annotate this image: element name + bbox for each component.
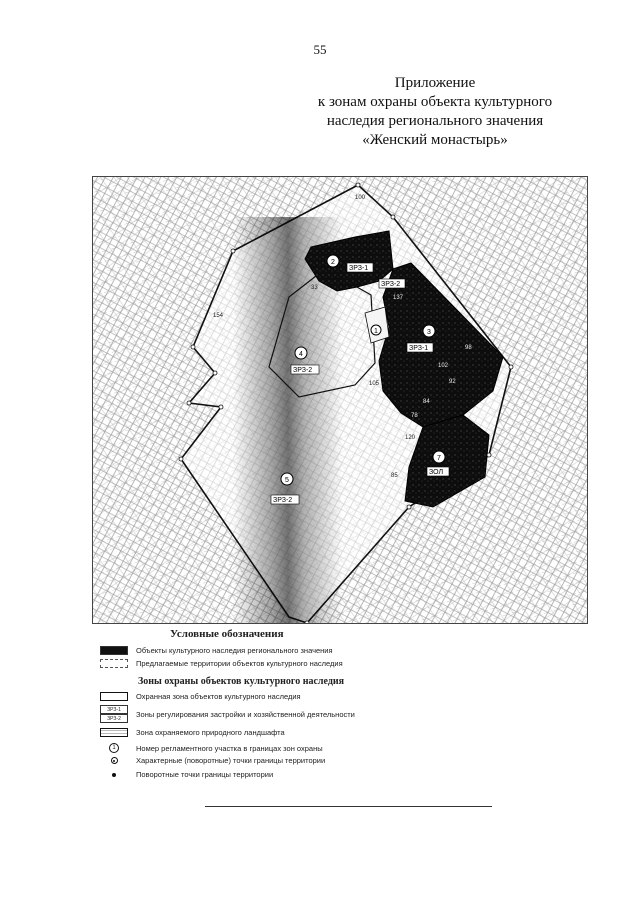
- point-label: 102: [438, 363, 449, 369]
- point-label: 137: [393, 295, 404, 301]
- footer-divider: [205, 806, 492, 807]
- page-number: 55: [313, 42, 327, 57]
- svg-text:ЗОЛ: ЗОЛ: [429, 469, 444, 476]
- legend-label: Зоны регулирования застройки и хозяйственной деятельности: [136, 709, 355, 719]
- point-label: 154: [213, 313, 224, 319]
- legend-label: Объекты культурного наследия регионального значения: [136, 646, 333, 655]
- legend-item-protection-zone: [100, 692, 301, 701]
- title-line-4: «Женский монастырь»: [362, 132, 508, 148]
- title-line-3: наследия регионального значения: [326, 113, 544, 129]
- point-label: 84: [423, 399, 430, 405]
- svg-text:2: 2: [331, 259, 335, 266]
- svg-text:4: 4: [299, 351, 303, 358]
- zrz2-code: ЗРЗ-2: [100, 714, 128, 723]
- point-label: 92: [449, 379, 456, 385]
- legend-title: Условные обозначения: [170, 628, 284, 640]
- legend-item-turning-points: [100, 770, 273, 779]
- title-line-2: к зонам охраны объекта культурного: [317, 94, 553, 110]
- legend-label: Поворотные точки границы территории: [136, 770, 274, 779]
- turning-point-icon: [112, 773, 116, 777]
- legend-item-proposed-territories: [100, 659, 343, 668]
- zrz2-small-marker: [379, 279, 405, 288]
- point-label: 98: [465, 345, 472, 351]
- legend-item-landscape-zone: [100, 728, 285, 737]
- svg-text:5: 5: [285, 477, 289, 484]
- svg-text:ЗРЗ-2: ЗРЗ-2: [381, 281, 401, 288]
- svg-text:7: 7: [437, 455, 441, 462]
- legend-item-heritage-objects: [100, 646, 333, 655]
- legend-label: Зона охраняемого природного ландшафта: [136, 728, 285, 737]
- legend-label: Предлагаемые территории объектов культурного наследия: [136, 659, 343, 668]
- svg-text:1: 1: [374, 328, 378, 335]
- legend-label: Характерные (поворотные) точки границы территории: [136, 756, 326, 765]
- title-block: [300, 74, 570, 150]
- svg-text:ЗРЗ-1: ЗРЗ-1: [349, 265, 369, 272]
- characteristic-point-icon: [111, 757, 118, 764]
- legend-item-regulation-zones: [100, 705, 355, 723]
- legend-label: Охранная зона объектов культурного наследия: [136, 692, 301, 701]
- point-label: 105: [369, 381, 380, 387]
- point-label: 78: [411, 413, 418, 419]
- heritage-object-swatch: [100, 646, 128, 655]
- legend-item-characteristic-points: [100, 756, 325, 765]
- svg-text:ЗРЗ-1: ЗРЗ-1: [409, 345, 429, 352]
- point-label: 33: [311, 285, 318, 291]
- legend-label: Номер регламентного участка в границах зон охраны: [136, 743, 323, 753]
- map-frame: [92, 176, 588, 624]
- zrz1-code: ЗРЗ-1: [100, 705, 128, 714]
- regulation-zone-swatch: [100, 705, 128, 723]
- svg-text:ЗРЗ-2: ЗРЗ-2: [273, 497, 293, 504]
- point-label: 120: [405, 435, 416, 441]
- legend-subtitle: Зоны охраны объектов культурного наследия: [138, 676, 345, 687]
- protection-zone-swatch: [100, 692, 128, 701]
- point-label: 100: [355, 195, 366, 201]
- svg-text:ЗРЗ-2: ЗРЗ-2: [293, 367, 313, 374]
- point-label: 85: [391, 473, 398, 479]
- legend-item-plot-number: [100, 743, 323, 753]
- proposed-territory-swatch: [100, 659, 128, 668]
- svg-text:3: 3: [427, 329, 431, 336]
- plot-number-icon: 1: [109, 743, 119, 753]
- title-line-1: Приложение: [394, 75, 476, 91]
- landscape-zone-swatch: [100, 728, 128, 737]
- map-svg: [93, 177, 587, 623]
- zone-1-marker: [371, 325, 381, 335]
